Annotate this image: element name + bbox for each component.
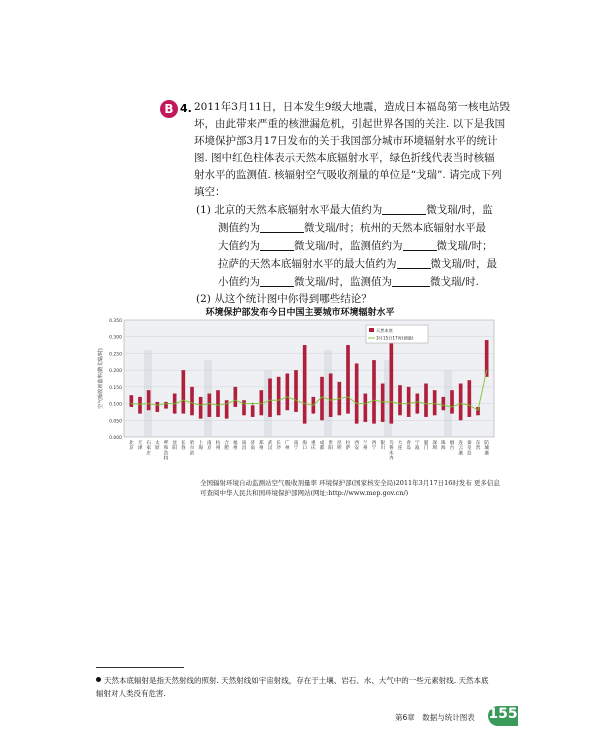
line-point: [330, 399, 332, 401]
line-point: [174, 403, 176, 405]
x-tick-label: 津: [137, 446, 143, 452]
line-point: [460, 403, 462, 405]
x-tick-label: 石: [146, 441, 151, 446]
x-tick-label: 杭: [215, 441, 221, 446]
line-point: [260, 403, 262, 405]
question-number: 4.: [180, 102, 192, 115]
bar: [346, 345, 350, 414]
x-tick-label: 木: [389, 451, 394, 457]
bar: [407, 387, 411, 417]
part1-line-1: (1) 北京的天然本底辐射水平最大值约为 微戈瑞/时，监: [196, 204, 493, 216]
bar: [355, 363, 359, 423]
x-tick-label: 武: [267, 441, 273, 446]
x-tick-label: 天: [137, 441, 143, 446]
x-tick-label: 连: [458, 441, 463, 446]
x-tick-label: 港: [458, 451, 463, 457]
y-axis-label: 空气吸收剂量率(微戈瑞/时): [98, 348, 104, 409]
line-point: [408, 403, 410, 405]
line-point: [208, 403, 210, 405]
answer-blank[interactable]: [260, 275, 294, 287]
part1-line-2: 测值约为 微戈瑞/时；杭州的天然本底辐射水平最: [218, 222, 487, 234]
line-point: [382, 401, 384, 403]
x-tick-label: 太: [155, 441, 160, 446]
legend-label: 3月15日17时(测量): [376, 335, 414, 341]
x-tick-label: 南: [207, 441, 212, 446]
x-tick-label: 尔: [189, 446, 195, 452]
bar: [416, 394, 420, 414]
x-tick-label: 呼: [163, 441, 169, 446]
answer-blank[interactable]: [397, 257, 431, 269]
line-point: [165, 403, 167, 405]
bar: [216, 390, 220, 417]
line-point: [252, 403, 254, 405]
footnote-divider: [96, 667, 184, 668]
x-tick-label: 重: [311, 441, 316, 446]
x-tick-label: 城: [484, 446, 489, 452]
x-tick-label: 连: [397, 446, 403, 452]
bar: [147, 390, 151, 410]
line-point: [286, 396, 288, 398]
x-tick-label: 东: [475, 441, 481, 446]
bar: [277, 377, 281, 415]
x-tick-label: 港: [484, 451, 489, 457]
x-tick-label: 北: [129, 441, 134, 446]
bar: [242, 400, 246, 415]
x-tick-label: 宁: [293, 446, 299, 452]
line-point: [200, 404, 202, 406]
plot-area: [124, 320, 494, 437]
x-tick-label: 沈: [172, 441, 177, 446]
x-tick-label: 庄: [146, 451, 151, 457]
bar: [390, 343, 394, 423]
line-point: [477, 409, 479, 411]
answer-blank[interactable]: [260, 239, 294, 251]
x-tick-label: 烟: [449, 441, 455, 446]
bar: [468, 380, 472, 417]
line-point: [416, 401, 418, 403]
line-point: [373, 399, 375, 401]
x-tick-label: 长: [181, 441, 186, 446]
x-tick-label: 州: [259, 446, 264, 452]
y-tick-label: 0.200: [109, 369, 122, 375]
bar: [234, 387, 238, 407]
bar: [364, 394, 368, 422]
x-tick-label: 圳: [432, 446, 437, 452]
line-point: [486, 369, 488, 371]
part1-label: (1): [196, 204, 211, 216]
line-point: [399, 403, 401, 405]
answer-blank[interactable]: [260, 221, 304, 233]
x-tick-label: 阳: [172, 446, 177, 452]
x-tick-label: 昌: [241, 446, 247, 452]
line-point: [451, 406, 453, 408]
line-point: [312, 404, 314, 406]
bar: [286, 373, 290, 410]
legend-bar-swatch: [369, 328, 374, 332]
part2-line: (2) 从这个统计图中你得到哪些结论？: [196, 293, 372, 305]
x-tick-label: 特: [163, 456, 169, 462]
x-tick-label: 珠: [441, 441, 446, 446]
x-tick-label: 汉: [267, 446, 273, 452]
part1-line-4: 拉萨的天然本底辐射水平的最大值约为 微戈瑞/时，最: [218, 258, 498, 270]
x-tick-label: 乌: [389, 441, 394, 446]
part1-line-3: 大值约为 微戈瑞/时，监测值约为 微戈瑞/时；: [218, 240, 493, 252]
answer-blank[interactable]: [392, 275, 430, 287]
bar: [182, 370, 186, 413]
x-tick-label: 京: [129, 446, 134, 452]
x-tick-label: 安: [354, 446, 359, 452]
footnote: 天然本底辐射是指天然射线的照射. 天然射线如宇宙射线，存在于土壤、岩石、水、大气中的一些元素射线. 天然本底辐射对人类没有危害.: [96, 676, 489, 698]
x-tick-label: 门: [423, 446, 429, 452]
bar: [424, 384, 428, 417]
chapter-footer: 第6章 数据与统计图表: [395, 713, 475, 722]
line-point: [434, 403, 436, 405]
answer-blank[interactable]: [382, 203, 426, 215]
question-line-1: 2011年3月11日，日本发生9级大地震，造成日本福岛第一核电站毁: [194, 101, 510, 113]
legend-label: 天然本底: [376, 328, 393, 333]
line-point: [148, 403, 150, 405]
chart-source-note: 全国辐射环境自动监测站空气吸收剂量率 环境保护部(国家核安全局)2011年3月17日16时发布 更多信息可查阅中华人民共和国环境保护部网站(网址:http://www.mep.gov.cn/): [200, 479, 500, 497]
line-point: [364, 403, 366, 405]
x-tick-label: 宁: [415, 441, 420, 446]
x-tick-label: 滨: [189, 451, 195, 457]
line-point: [442, 404, 444, 406]
x-tick-label: 州: [285, 446, 290, 452]
bar: [329, 373, 333, 416]
bar: [398, 385, 402, 415]
bar: [450, 390, 454, 413]
x-tick-label: 岛: [467, 451, 472, 457]
x-tick-label: 沙: [276, 446, 281, 452]
x-tick-label: 防: [484, 441, 489, 446]
bar: [156, 402, 160, 412]
x-tick-label: 宁: [371, 446, 377, 452]
bar: [372, 360, 376, 424]
x-tick-label: 庆: [311, 446, 316, 452]
x-tick-label: 阳: [328, 446, 333, 452]
line-point: [130, 403, 132, 405]
x-tick-label: 春: [181, 446, 186, 452]
line-point: [347, 396, 349, 398]
x-tick-label: 郑: [259, 441, 264, 446]
x-tick-label: 齐: [389, 456, 394, 462]
x-tick-label: 京: [207, 446, 212, 452]
x-tick-label: 广: [285, 441, 290, 446]
x-tick-label: 岛: [406, 446, 411, 452]
line-point: [182, 399, 184, 401]
question-line-5: 射水平的监测值. 核辐射空气吸收剂量的单位是“戈瑞”. 请完成下列: [194, 169, 502, 181]
bar: [208, 394, 212, 417]
line-point: [191, 402, 193, 404]
x-tick-label: 州: [233, 446, 238, 452]
x-tick-label: 肥: [224, 446, 229, 452]
x-tick-label: 昆: [337, 441, 342, 446]
x-tick-label: 贵: [328, 441, 333, 446]
bar: [268, 379, 272, 417]
x-tick-label: 州: [363, 446, 368, 452]
line-point: [217, 404, 219, 406]
x-tick-label: 萨: [345, 446, 351, 452]
x-tick-label: 云: [458, 446, 463, 452]
x-tick-label: 西: [371, 441, 377, 446]
x-tick-label: 拉: [345, 441, 351, 446]
x-tick-label: 鲁: [389, 446, 394, 452]
line-point: [278, 399, 280, 401]
line-point: [321, 396, 323, 398]
x-tick-label: 和: [163, 446, 169, 452]
x-tick-label: 浩: [163, 451, 169, 457]
line-point: [338, 398, 340, 400]
question-line-3: 环境保护部3月17日发布的关于我国部分城市环境辐射水平的统计: [194, 135, 498, 147]
line-point: [425, 403, 427, 405]
x-tick-label: 济: [250, 441, 255, 446]
line-point: [468, 404, 470, 406]
x-tick-label: 银: [380, 441, 385, 446]
y-tick-label: 0.000: [109, 436, 122, 441]
line-point: [304, 403, 306, 405]
x-tick-label: 厦: [423, 441, 429, 446]
line-point: [390, 401, 392, 403]
bar: [190, 387, 194, 415]
line-point: [156, 404, 158, 406]
answer-blank[interactable]: [403, 239, 437, 251]
x-tick-label: 南: [250, 446, 255, 452]
line-point: [234, 399, 236, 401]
y-tick-label: 0.100: [109, 402, 122, 408]
bar: [303, 345, 307, 424]
radiation-bar-chart: [94, 315, 504, 475]
x-tick-label: 合: [224, 441, 229, 446]
x-tick-label: 深: [432, 441, 437, 446]
x-tick-label: 上: [198, 441, 203, 446]
bar: [138, 397, 142, 414]
x-tick-label: 兰: [363, 441, 368, 446]
part1-line-5: 小值约为 微戈瑞/时，监测值为 微戈瑞/时.: [218, 276, 479, 288]
part2-label: (2): [196, 293, 211, 305]
y-tick-label: 0.300: [109, 335, 122, 341]
question-line-2: 坏，由此带来严重的核泄漏危机，引起世界各国的关注. 以下是我国: [194, 118, 506, 130]
x-tick-label: 海: [198, 446, 203, 452]
x-tick-label: 青: [406, 441, 411, 446]
y-tick-label: 0.050: [109, 419, 122, 425]
x-tick-label: 海: [302, 441, 307, 446]
x-tick-label: 西: [354, 441, 359, 446]
question-line-6: 填空：: [194, 186, 226, 198]
y-tick-label: 0.350: [109, 319, 122, 324]
bar: [459, 384, 463, 421]
x-tick-label: 大: [397, 441, 403, 446]
bar: [130, 395, 134, 407]
x-tick-label: 福: [233, 441, 238, 446]
bullet-icon: [96, 677, 101, 682]
line-point: [243, 403, 245, 405]
x-tick-label: 台: [449, 446, 455, 452]
x-tick-label: 波: [415, 446, 420, 452]
x-tick-label: 秦: [467, 441, 472, 446]
x-tick-label: 都: [319, 446, 325, 452]
x-tick-label: 海: [441, 446, 446, 452]
line-point: [139, 403, 141, 405]
x-tick-label: 皇: [467, 446, 472, 452]
x-tick-label: 川: [380, 446, 385, 452]
difficulty-badge: B: [160, 100, 178, 118]
bar: [442, 397, 446, 410]
line-point: [226, 403, 228, 405]
line-point: [356, 403, 358, 405]
page-number: 155: [488, 706, 518, 726]
line-point: [295, 399, 297, 401]
x-tick-label: 州: [215, 446, 221, 452]
line-point: [269, 399, 271, 401]
x-tick-label: 口: [302, 446, 307, 452]
x-tick-label: 原: [155, 446, 160, 452]
bar: [294, 370, 298, 412]
x-tick-label: 家: [146, 446, 151, 452]
x-tick-label: 长: [276, 441, 281, 446]
chart-title: 环境保护部发布今日中国主要城市环境辐射水平: [205, 308, 395, 318]
y-tick-label: 0.150: [109, 385, 122, 391]
x-tick-label: 成: [319, 441, 325, 446]
x-tick-label: 明: [337, 446, 342, 452]
question-line-4: 图. 图中红色柱体表示天然本底辐射水平，绿色折线代表当时核辐: [194, 152, 495, 164]
x-tick-label: 哈: [189, 441, 195, 446]
x-tick-label: 南: [241, 441, 247, 446]
y-tick-label: 0.250: [109, 352, 122, 358]
bar: [199, 397, 203, 419]
bar: [251, 405, 255, 417]
x-tick-label: 南: [293, 441, 299, 446]
x-tick-label: 营: [475, 446, 481, 452]
